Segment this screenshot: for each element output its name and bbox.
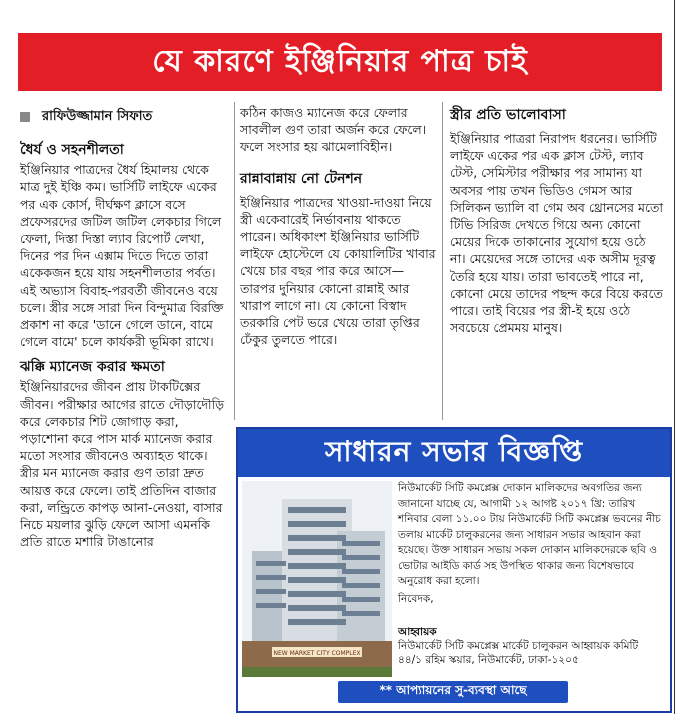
column-divider	[234, 102, 235, 420]
byline	[20, 108, 228, 125]
author-name: রাফিউজ্জামান সিফাত	[42, 109, 153, 124]
section-title-cooking: রান্নাবান্নায় নো টেনশন	[240, 170, 363, 187]
section-text-hassle: ইঞ্জিনিয়ারদের জীবন প্রায় টাকটিক্সের জীবন। পরীক্ষার আগের রাতে দৌড়াদৌড়ি করে লেকচার শিট জোগাড় করা, পড়াশোনা করে পাস মার্ক ম্যানেজ করার মতো সংসার জীবনেও অব্যাহত থাকে। স্ত্রীর মন ম্যানেজ করার গুণ তারা দ্রুত আয়ত্ত করে ফেলে। তাই প্রতিদিন বাজার করা, লন্ড্রিতে কাপড় আনা-নেওয়া, বাসার নিচে ময়লার ঝুড়ি ফেলে আসা এমনকি প্রতি রাতে মশারি টাঙানোর	[20, 379, 225, 550]
committee-name: নিউমার্কেট সিটি কমপ্লেক্স মার্কেট চালুকরন আহ্বায়ক কমিটি	[398, 640, 639, 652]
bullet-square-icon	[20, 112, 30, 122]
section-text-cooking: ইঞ্জিনিয়ার পাত্রদের খাওয়া-দাওয়া নিয়ে স্ত্রী একেবারেই নির্ভাবনায় থাকতে পারেন। অধিকাংশ ইঞ্জিনিয়ার ভার্সিটি লাইফে হোস্টেলে যে কোয়ালিটির খাবার খেয়ে চার বছর পার করে আসে— তারপর দুনিয়ার কোনো রান্নাই আর খারাপ লাগে না। যে কোনো বিস্বাদ তরকারি পেট ভরে খেয়ে তারা তৃপ্তির ঢেঁকুর তুলতে পারে।	[240, 194, 436, 348]
meeting-notice-ad	[236, 427, 672, 713]
continued-text: কঠিন কাজও ম্যানেজ করে ফেলার সাবলীল গুণ তারা অর্জন করে ফেলে। ফলে সংসার হয় ঝামেলাবিহীন।	[240, 105, 427, 155]
column-1	[20, 108, 228, 550]
ad-header	[238, 429, 670, 477]
convener-label: আহ্বায়ক	[398, 626, 437, 638]
headline: যে কারণে ইঞ্জিনিয়ার পাত্র চাই	[152, 43, 528, 79]
committee-address: ৪৪/১ রহিম স্কয়ার, নিউমার্কেট, ঢাকা-১২০৫	[398, 654, 579, 666]
section-text-love: ইঞ্জিনিয়ার পাত্ররা নিরাপদ ধরনের। ভার্সিটি লাইফে একের পর এক ক্লাস টেস্ট, ল্যাব টেস্ট, সেমিস্টার পরীক্ষার পর সামান্য যা অবসর পায় তখন ভিডিও গেমস আর সিলিকন ভ্যালি বা গেম অব থ্রোনসের মতো টিভি সিরিজ দেখতে গিয়ে অন্য কোনো মেয়ের দিকে তাকানোর সুযোগ হয়ে ওঠে না। মেয়েদের সঙ্গে তাদের এক অসীম দূরত্ব তৈরি হয়ে যায়। তারা ভাবতেই পারে না, কোনো মেয়ে তাদের পছন্দ করে বিয়ে করতে পারে। তাই বিয়ের পর স্ত্রী-ই হয়ে ওঠে সবচেয়ে প্রেমময় মানুষ।	[450, 131, 663, 336]
ad-footer: ** আপ্যায়নের সু-ব্যবস্থা আছে	[338, 681, 568, 703]
building-sign: NEW MARKET CITY COMPLEX	[273, 650, 361, 657]
column-divider	[442, 102, 443, 420]
column-3	[450, 104, 664, 336]
section-text-patience: ইঞ্জিনিয়ার পাত্রদের ধৈর্য হিমালয় থেকে মাত্র দুই ইঞ্চি কম। ভার্সিটি লাইফে একের পর এক কোর্স, দীর্ঘক্ষণ ক্লাসে বসে প্রফেসরদের জটিল জটিল লেকচার গিলে ফেলা, দিস্তা দিস্তা ল্যাব রিপোর্ট লেখা, দিনের পর দিন এক্সাম দিতে দিতে তারা একেকজন হয়ে যায় সহনশীলতার পর্বত। এই অভ্যাস বিবাহ-পরবর্তী জীবনেও বয়ে চলে। স্ত্রীর সঙ্গে সারা দিন বিন্দুমাত্র বিরক্তি প্রকাশ না করে 'ডানে গেলে ডানে, বামে গেলে বামে' চলে কার্যকরী ভূমিকা রাখে।	[20, 162, 224, 350]
ad-organizer	[398, 625, 664, 667]
column-2	[240, 104, 436, 348]
ad-title: সাধারন সভার বিজ্ঞপ্তি	[324, 434, 584, 468]
ad-body-text: নিউমার্কেট সিটি কমপ্লেক্স দোকান মালিকদের অবগতির জন্য জানানো যাচ্ছে যে, আগামী ১২ আগষ্ট ২০১৭ খ্রি: তারিখ শনিবার বেলা ১১.০০ টায় নিউমার্কেট সিটি কমপ্লেক্স ভবনের নীচ তলায় মার্কেট চালুকরনের জন্য সাধারন সভার আহবান করা হয়েছে। উক্ত সাধারন সভায় সকল দোকান মালিকদেরকে ছবি ও ভোটার আইডি কার্ড সহ উপস্থিত থাকার জন্য বিশেষভাবে অনুরোধ করা হলো।	[398, 482, 661, 587]
ad-body	[398, 481, 664, 607]
page-edge-rule	[674, 0, 675, 714]
section-title-hassle: ঝক্কি ম্যানেজ করার ক্ষমতা	[20, 359, 165, 376]
building-illustration	[242, 481, 392, 677]
ad-sign-off: নিবেদক,	[398, 592, 434, 605]
section-title-love: স্ত্রীর প্রতি ভালোবাসা	[450, 107, 566, 123]
headline-banner	[18, 33, 662, 91]
section-title-patience: ধৈর্য ও সহনশীলতা	[20, 142, 124, 159]
